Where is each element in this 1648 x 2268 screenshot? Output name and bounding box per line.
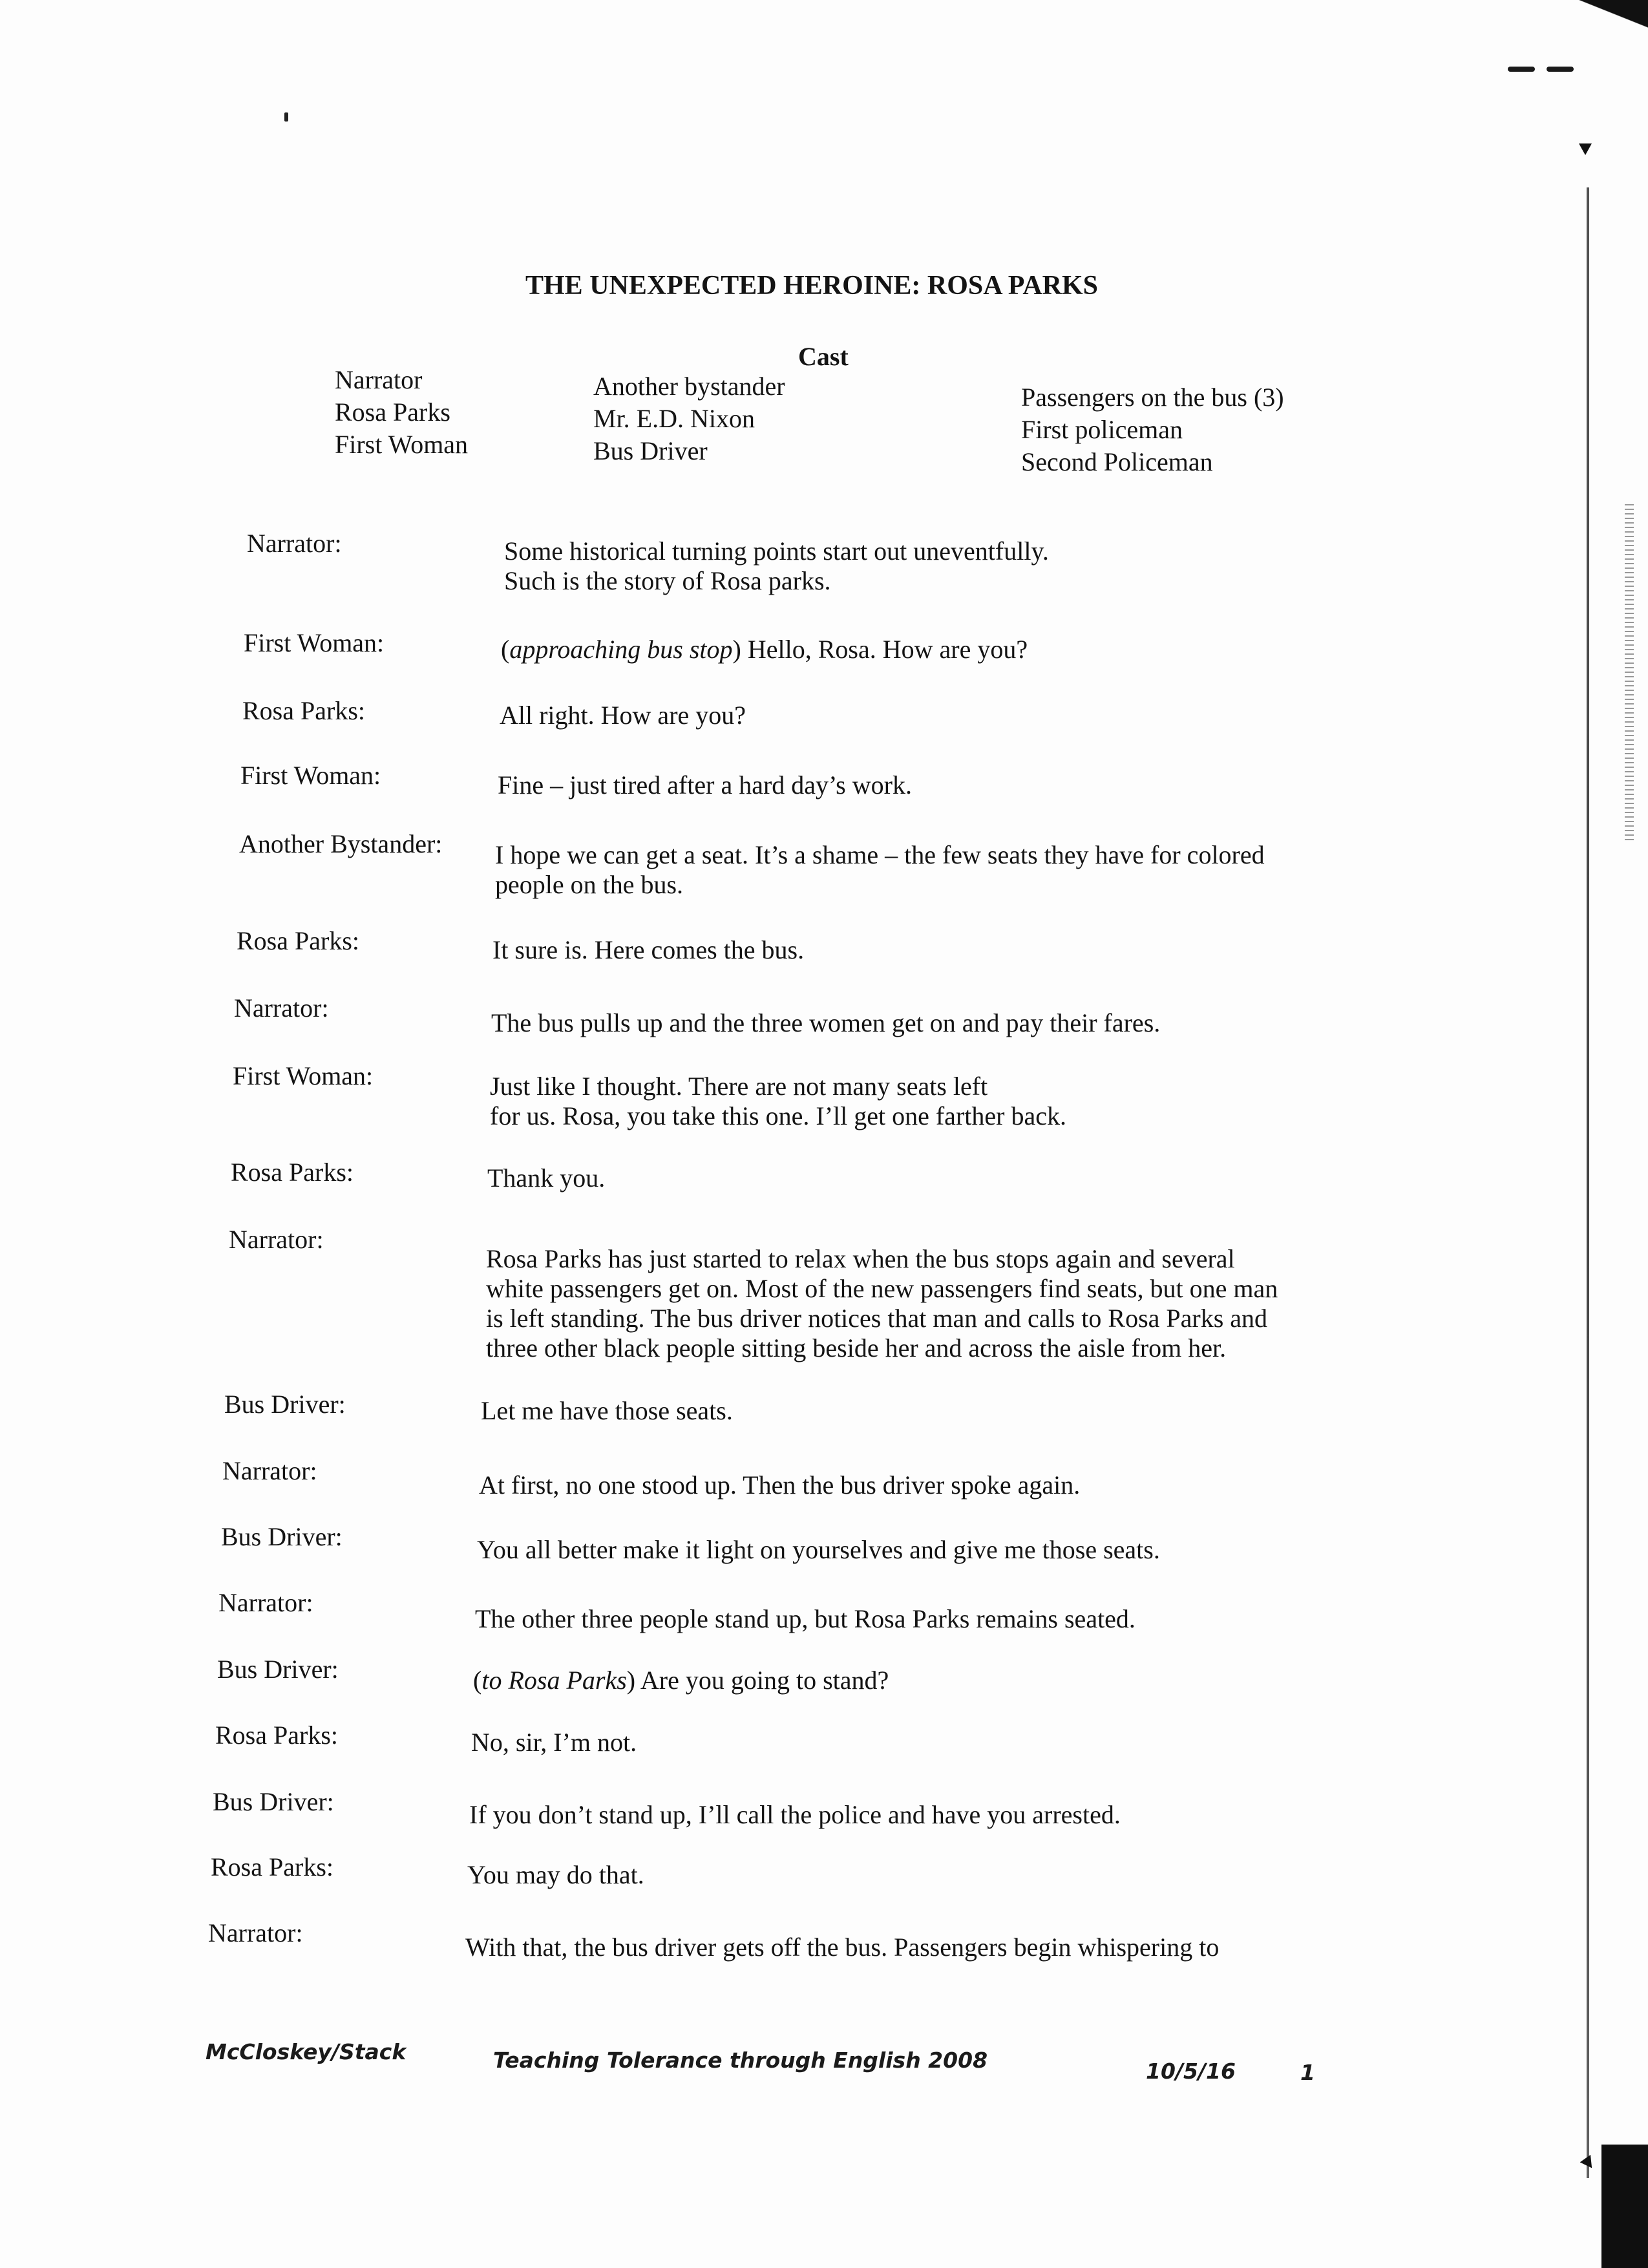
footer-page-number: 1 — [1300, 2060, 1315, 2085]
speaker-label: Narrator: — [234, 993, 329, 1023]
dialogue-row: The bus pulls up and the three women get on and pay their fares. — [491, 1008, 1161, 1037]
dialogue-row: I hope we can get a seat. It’s a shame – the few seats they have for colored — [495, 840, 1265, 869]
dialogue-text — [487, 1163, 1648, 1193]
dialogue-row: It sure is. Here comes the bus. — [492, 935, 805, 964]
dialogue-text — [498, 770, 1648, 800]
scan-speck — [284, 112, 288, 122]
dialogue-text — [492, 935, 1648, 965]
dialogue-text — [471, 1728, 1647, 1757]
scan-mark — [1508, 67, 1535, 72]
footer-date: 10/5/16 — [1146, 2059, 1236, 2084]
dialogue-text — [467, 1860, 1643, 1890]
dialogue-text — [469, 1800, 1645, 1830]
dialogue-text — [495, 840, 1648, 900]
dialogue-row: You all better make it light on yourselves and give me those seats. — [477, 1535, 1160, 1564]
dialogue-row: All right. How are you? — [500, 701, 746, 730]
dialogue-row: Let me have those seats. — [481, 1396, 733, 1425]
dialogue-row: Fine – just tired after a hard day’s work. — [498, 770, 912, 800]
speaker-label: Narrator: — [229, 1225, 324, 1254]
dialogue-text — [479, 1470, 1648, 1500]
dialogue-row: No, sir, I’m not. — [471, 1728, 637, 1757]
dialogue-row: people on the bus. — [495, 870, 684, 899]
page-title: THE UNEXPECTED HEROINE: ROSA PARKS — [525, 271, 1099, 301]
scan-mark — [1580, 2155, 1598, 2172]
dialogue-text — [473, 1666, 1648, 1695]
speaker-label: Rosa Parks: — [215, 1721, 338, 1750]
scan-mark — [1579, 143, 1592, 155]
cast-heading: Cast — [798, 342, 849, 371]
speaker-label: Narrator: — [218, 1588, 313, 1617]
dialogue-text — [486, 1244, 1648, 1363]
dialogue-row: (to Rosa Parks) Are you going to stand? — [473, 1666, 889, 1695]
cast-member: Bus Driver — [593, 436, 708, 465]
speaker-label: Rosa Parks: — [237, 926, 359, 955]
speaker-label: Bus Driver: — [224, 1390, 346, 1419]
dialogue-text — [481, 1396, 1648, 1426]
cast-member: Second Policeman — [1021, 447, 1213, 476]
dialogue-fragment: ) Are you going to stand? — [626, 1666, 889, 1695]
scan-mark — [1547, 67, 1574, 72]
cast-column-2 — [593, 370, 785, 467]
speaker-label: Rosa Parks: — [211, 1852, 333, 1881]
dialogue-row: three other black people sitting beside her and across the aisle from her. — [486, 1333, 1227, 1362]
speaker-label: Narrator: — [247, 529, 342, 558]
dialogue-row: Rosa Parks has just started to relax when the bus stops again and several — [486, 1244, 1235, 1273]
dialogue-text — [475, 1604, 1648, 1634]
dialogue-text — [490, 1072, 1648, 1131]
dialogue-row: Thank you. — [487, 1163, 606, 1192]
cast-member: Another bystander — [593, 372, 785, 401]
dialogue-row: (approaching bus stop) Hello, Rosa. How are you? — [501, 635, 1028, 664]
cast-member: Rosa Parks — [335, 397, 450, 427]
cast-column-3 — [1021, 381, 1284, 478]
speaker-label: Rosa Parks: — [231, 1158, 354, 1187]
dialogue-row: white passengers get on. Most of the new passengers find seats, but one man — [486, 1274, 1278, 1303]
speaker-label: First Woman: — [244, 628, 385, 657]
dialogue-row: With that, the bus driver gets off the bus. Passengers begin whispering to — [465, 1933, 1220, 1962]
scan-shadow-top-right — [1551, 0, 1648, 39]
dialogue-row: At first, no one stood up. Then the bus driver spoke again. — [479, 1470, 1081, 1500]
dialogue-text — [477, 1535, 1648, 1565]
footer-authors: McCloskey/Stack — [206, 2039, 407, 2064]
cast-member: Mr. E.D. Nixon — [593, 404, 755, 433]
cast-member: First Woman — [335, 430, 469, 459]
scan-shadow-bottom-right — [1601, 2145, 1648, 2268]
cast-member: First policeman — [1021, 415, 1183, 444]
dialogue-row: Just like I thought. There are not many seats left — [490, 1072, 988, 1101]
speaker-label: Another Bystander: — [239, 829, 443, 858]
dialogue-text — [504, 536, 1648, 596]
dialogue-row: Some historical turning points start out uneventfully. — [504, 536, 1049, 566]
cast-member: Narrator — [335, 365, 423, 394]
speaker-label: First Woman: — [233, 1061, 374, 1090]
stage-direction: approaching bus stop — [509, 635, 733, 664]
dialogue-row: Such is the story of Rosa parks. — [504, 566, 831, 595]
cast-column-1 — [335, 364, 468, 461]
dialogue-text — [500, 701, 1648, 730]
stage-direction: to Rosa Parks — [481, 1666, 627, 1695]
dialogue-text — [491, 1008, 1648, 1038]
dialogue-row: If you don’t stand up, I’ll call the police and have you arrested. — [469, 1800, 1121, 1829]
dialogue-row: for us. Rosa, you take this one. I’ll get one farther back. — [490, 1101, 1066, 1130]
footer-program: Teaching Tolerance through English 2008 — [493, 2048, 988, 2073]
speaker-label: Rosa Parks: — [242, 696, 365, 725]
cast-member: Passengers on the bus (3) — [1021, 383, 1284, 412]
dialogue-fragment: ) Hello, Rosa. How are you? — [732, 635, 1028, 664]
speaker-label: Bus Driver: — [217, 1655, 339, 1684]
dialogue-row: You may do that. — [467, 1860, 644, 1889]
speaker-label: First Woman: — [240, 761, 381, 790]
speaker-label: Bus Driver: — [213, 1787, 334, 1816]
dialogue-text — [465, 1933, 1642, 1962]
dialogue-row: The other three people stand up, but Rosa Parks remains seated. — [475, 1604, 1136, 1633]
speaker-label: Bus Driver: — [221, 1522, 343, 1551]
dialogue-row: is left standing. The bus driver notices that man and calls to Rosa Parks and — [486, 1304, 1268, 1333]
speaker-label: Narrator: — [208, 1918, 303, 1947]
speaker-label: Narrator: — [222, 1456, 317, 1485]
dialogue-text — [501, 635, 1648, 664]
